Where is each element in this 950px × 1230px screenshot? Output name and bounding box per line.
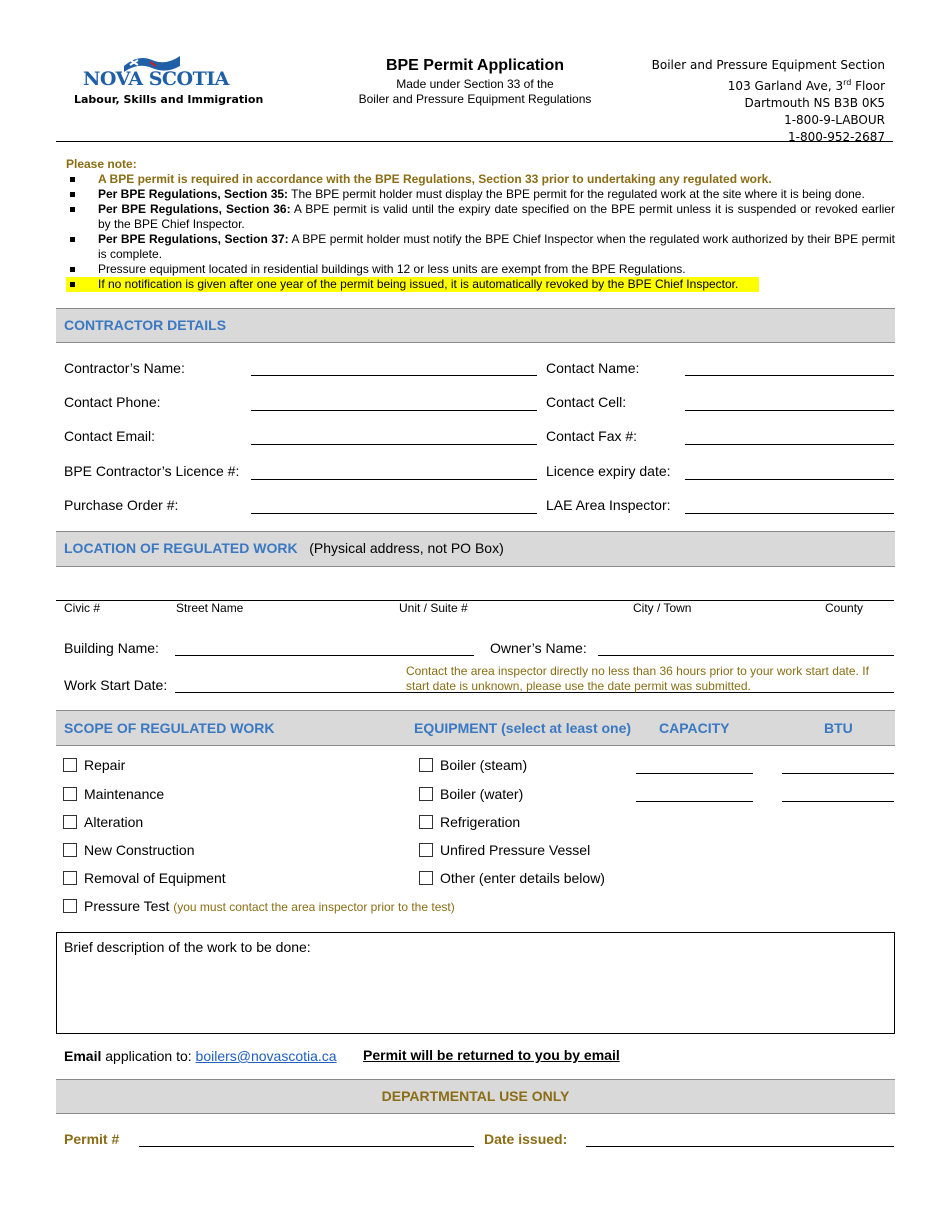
note-4-text: A BPE permit holder must notify the BPE Chief Inspector when the regulated work authorized by their BPE permit is complete. xyxy=(98,232,895,261)
removal-checkbox[interactable] xyxy=(63,871,77,885)
email-link[interactable]: boilers@novascotia.ca xyxy=(195,1048,337,1064)
licence-expiry-field[interactable] xyxy=(685,479,894,480)
email-instruction xyxy=(64,1048,337,1064)
maintenance-checkbox[interactable] xyxy=(63,787,77,801)
contact-email-field[interactable] xyxy=(251,444,537,445)
location-heading: LOCATION OF REGULATED WORK xyxy=(64,540,298,556)
section-address xyxy=(652,57,885,146)
contact-name-field[interactable] xyxy=(685,375,894,376)
unfired-vessel-label: Unfired Pressure Vessel xyxy=(440,842,591,858)
owner-name-label: Owner’s Name: xyxy=(490,640,587,656)
header-divider xyxy=(56,141,893,142)
note-5 xyxy=(98,262,895,277)
note-3-text: A BPE permit is valid until the expiry date specified on the BPE permit unless it is suspended or revoked earlier by the BPE Chief Inspector. xyxy=(98,202,895,231)
note-1 xyxy=(98,172,895,187)
boiler-steam-label: Boiler (steam) xyxy=(440,757,528,773)
date-issued-field[interactable] xyxy=(586,1146,894,1147)
email-text: application to: xyxy=(101,1048,196,1064)
contractor-heading: CONTRACTOR DETAILS xyxy=(64,317,227,333)
note-3-bold: Per BPE Regulations, Section 36: xyxy=(98,202,291,216)
note-4 xyxy=(98,232,895,262)
notes-heading: Please note: xyxy=(66,157,137,171)
department-name: Labour, Skills and Immigration xyxy=(74,93,264,106)
return-note: Permit will be returned to you by email xyxy=(363,1047,620,1063)
note-6-text: If no notification is given after one year of the permit being issued, it is automatically revoked by the BPE Chief Inspector. xyxy=(98,277,739,291)
pressure-test-row xyxy=(84,898,455,914)
area-inspector-label: LAE Area Inspector: xyxy=(546,497,671,513)
departmental-heading: DEPARTMENTAL USE ONLY xyxy=(381,1088,570,1104)
logo-text: NOVA SCOTIA xyxy=(83,68,229,90)
alteration-checkbox[interactable] xyxy=(63,815,77,829)
address-street-post: Floor xyxy=(851,79,885,93)
boiler-steam-checkbox[interactable] xyxy=(419,758,433,772)
contact-cell-field[interactable] xyxy=(685,410,894,411)
maintenance-label: Maintenance xyxy=(84,786,165,802)
address-section: Boiler and Pressure Equipment Section xyxy=(651,58,885,72)
licence-number-field[interactable] xyxy=(251,479,537,480)
address-street xyxy=(652,74,885,95)
purchase-order-label: Purchase Order #: xyxy=(64,497,179,513)
location-heading-note: (Physical address, not PO Box) xyxy=(309,540,504,556)
refrigeration-checkbox[interactable] xyxy=(419,815,433,829)
removal-label: Removal of Equipment xyxy=(84,870,226,886)
repair-label: Repair xyxy=(84,757,126,773)
address-street-text: 103 Garland Ave, 3 xyxy=(727,79,844,93)
contact-phone-label: Contact Phone: xyxy=(64,394,161,410)
contractor-name-label: Contractor’s Name: xyxy=(64,360,185,376)
location-heading-row xyxy=(64,540,504,556)
page-title: BPE Permit Application xyxy=(385,57,565,74)
scope-heading: SCOPE OF REGULATED WORK xyxy=(64,720,275,736)
btu-heading: BTU xyxy=(824,720,853,736)
boiler-water-capacity-field[interactable] xyxy=(636,801,753,802)
note-5-text: Pressure equipment located in residential buildings with 12 or less units are exempt from the BPE Regulations. xyxy=(98,262,686,276)
col-unit: Unit / Suite # xyxy=(399,601,468,615)
other-label: Other (enter details below) xyxy=(440,870,605,886)
bullet-5 xyxy=(70,267,75,272)
contact-fax-field[interactable] xyxy=(685,444,894,445)
logo xyxy=(80,52,229,92)
col-street: Street Name xyxy=(176,601,244,615)
address-sup: rd xyxy=(843,78,852,87)
permit-number-field[interactable] xyxy=(139,1146,474,1147)
pressure-test-label: Pressure Test xyxy=(84,898,170,914)
permit-number-label: Permit # xyxy=(64,1131,120,1147)
bullet-3 xyxy=(70,207,75,212)
contact-email-label: Contact Email: xyxy=(64,428,156,444)
start-date-note: Contact the area inspector directly no less than 36 hours prior to your work start date. If start date is unknown, please use the date permit was submitted. xyxy=(406,664,869,693)
pressure-test-note: (you must contact the area inspector prior to the test) xyxy=(173,900,455,914)
note-1-text: A BPE permit is required in accordance with the BPE Regulations, Section 33 prior to undertaking any regulated work. xyxy=(98,172,772,186)
building-name-label: Building Name: xyxy=(64,640,159,656)
note-6 xyxy=(98,277,895,292)
note-3 xyxy=(98,202,895,232)
col-county: County xyxy=(825,601,864,615)
new-construction-checkbox[interactable] xyxy=(63,843,77,857)
refrigeration-label: Refrigeration xyxy=(440,814,521,830)
address-phone-1: 1-800-9-LABOUR xyxy=(784,113,885,127)
licence-number-label: BPE Contractor’s Licence #: xyxy=(64,463,240,479)
bullet-2 xyxy=(70,192,75,197)
address-phone-2: 1-800-952-2687 xyxy=(788,130,885,144)
boiler-water-label: Boiler (water) xyxy=(440,786,524,802)
contact-phone-field[interactable] xyxy=(251,410,537,411)
new-construction-label: New Construction xyxy=(84,842,195,858)
description-label: Brief description of the work to be done: xyxy=(64,939,311,955)
alteration-label: Alteration xyxy=(84,814,144,830)
capacity-heading: CAPACITY xyxy=(659,720,730,736)
bullet-6 xyxy=(70,282,75,287)
unfired-vessel-checkbox[interactable] xyxy=(419,843,433,857)
boiler-steam-capacity-field[interactable] xyxy=(636,773,753,774)
building-name-field[interactable] xyxy=(175,655,474,656)
email-bold: Email xyxy=(64,1048,102,1064)
subtitle-2: Boiler and Pressure Equipment Regulations xyxy=(358,92,592,106)
col-civic: Civic # xyxy=(64,601,101,615)
contact-cell-label: Contact Cell: xyxy=(546,394,627,410)
note-2-bold: Per BPE Regulations, Section 35: xyxy=(98,187,289,201)
contact-name-label: Contact Name: xyxy=(546,360,640,376)
contractor-name-field[interactable] xyxy=(251,375,537,376)
other-checkbox[interactable] xyxy=(419,871,433,885)
address-city: Dartmouth NS B3B 0K5 xyxy=(744,96,885,110)
area-inspector-field[interactable] xyxy=(685,513,894,514)
contact-fax-label: Contact Fax #: xyxy=(546,428,638,444)
repair-checkbox[interactable] xyxy=(63,758,77,772)
bullet-1 xyxy=(70,177,75,182)
note-4-bold: Per BPE Regulations, Section 37: xyxy=(98,232,289,246)
boiler-water-btu-field[interactable] xyxy=(782,801,894,802)
equipment-heading: EQUIPMENT (select at least one) xyxy=(414,720,632,736)
note-2 xyxy=(98,187,895,202)
col-city: City / Town xyxy=(633,601,692,615)
boiler-steam-btu-field[interactable] xyxy=(782,773,894,774)
subtitle-1: Made under Section 33 of the xyxy=(396,77,554,91)
date-issued-label: Date issued: xyxy=(484,1131,568,1147)
owner-name-field[interactable] xyxy=(598,655,894,656)
boiler-water-checkbox[interactable] xyxy=(419,787,433,801)
purchase-order-field[interactable] xyxy=(251,513,537,514)
pressure-test-checkbox[interactable] xyxy=(63,899,77,913)
licence-expiry-label: Licence expiry date: xyxy=(546,463,671,479)
bullet-4 xyxy=(70,237,75,242)
note-2-text: The BPE permit holder must display the BPE permit for the regulated work at the site where it is being done. xyxy=(288,187,865,201)
start-date-label: Work Start Date: xyxy=(64,677,168,693)
